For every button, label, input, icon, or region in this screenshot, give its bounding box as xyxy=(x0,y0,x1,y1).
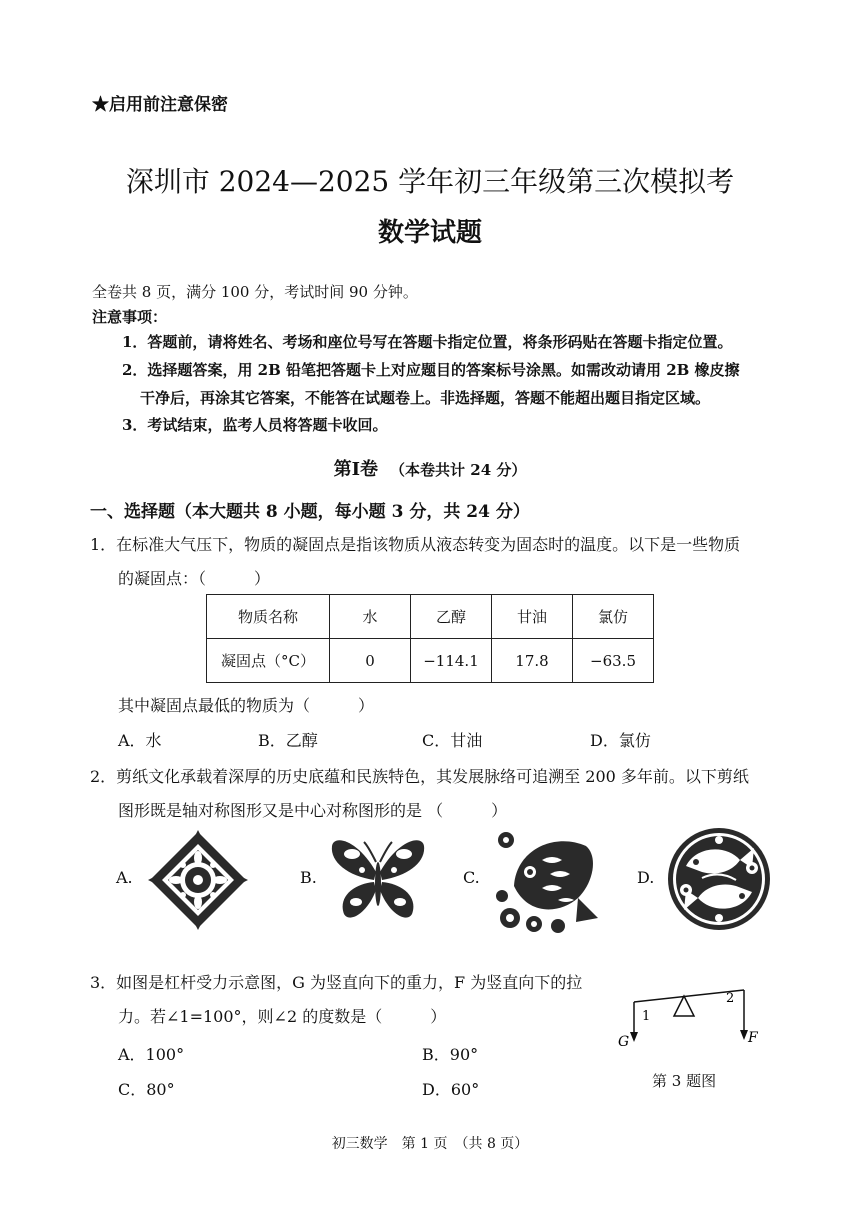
q2-stem-line2: 图形既是轴对称图形又是中心对称图形的是 （ ） xyxy=(118,801,508,820)
page-footer: 初三数学 第 1 页 （共 8 页） xyxy=(331,1136,529,1152)
q1-stem-line1: 1．在标准大气压下，物质的凝固点是指该物质从液态转变为固态时的温度。以下是一些物质 xyxy=(90,535,741,554)
table-cell: −114.1 xyxy=(411,639,492,683)
notes-heading: 注意事项： xyxy=(92,308,168,326)
note-item-1: 1．答题前，请将姓名、考场和座位号写在答题卡指定位置，将条形码贴在答题卡指定位置。 xyxy=(122,333,733,351)
part-score: （本卷共计 24 分） xyxy=(390,461,527,479)
flower-diamond-papercut-icon xyxy=(148,830,248,930)
note-item-3: 3．考试结束，监考人员将答题卡收回。 xyxy=(122,416,388,434)
figure-caption: 第 3 题图 xyxy=(652,1072,717,1090)
carp-papercut-icon xyxy=(494,826,604,934)
q2-option-c: C. xyxy=(463,868,480,887)
angle-1-label: 1 xyxy=(642,1009,651,1024)
force-label: F xyxy=(748,1030,758,1046)
q2-option-a: A. xyxy=(116,868,133,887)
q1-option-a: A．水 xyxy=(118,731,162,750)
table-cell: 物质名称 xyxy=(207,595,330,639)
table-row xyxy=(207,639,654,683)
table-cell: 17.8 xyxy=(492,639,573,683)
q1-stem-line2: 的凝固点：（ ） xyxy=(118,569,271,588)
angle-2-label: 2 xyxy=(726,991,735,1006)
q3-option-b: B．90° xyxy=(422,1045,479,1064)
table-cell: −63.5 xyxy=(573,639,654,683)
q1-option-b: B．乙醇 xyxy=(258,731,318,750)
table-cell: 甘油 xyxy=(492,595,573,639)
q2-stem-line1: 2．剪纸文化承载着深厚的历史底蕴和民族特色，其发展脉络可追溯至 200 多年前。以下剪纸 xyxy=(90,767,749,786)
exam-subtitle: 数学试题 xyxy=(377,218,482,248)
confidential-notice: ★启用前注意保密 xyxy=(92,95,228,115)
part-heading xyxy=(0,455,860,481)
table-cell: 水 xyxy=(330,595,411,639)
q3-option-a: A．100° xyxy=(118,1045,185,1064)
table-cell: 氯仿 xyxy=(573,595,654,639)
table-cell: 乙醇 xyxy=(411,595,492,639)
table-cell: 凝固点（°C） xyxy=(207,639,330,683)
note-item-2: 2．选择题答案，用 2B 铅笔把答题卡上对应题目的答案标号涂黑。如需改动请用 2B 橡皮擦 xyxy=(122,361,740,379)
exam-title: 深圳市 2024—2025 学年初三年级第三次模拟考 xyxy=(125,165,735,198)
q2-option-b: B. xyxy=(300,868,317,887)
q1-option-c: C．甘油 xyxy=(422,731,483,750)
q1-question: 其中凝固点最低的物质为（ ） xyxy=(118,696,375,715)
gravity-label: G xyxy=(618,1034,630,1050)
twin-fish-circle-papercut-icon xyxy=(666,826,772,932)
part-title: 第I卷 xyxy=(333,459,379,480)
q3-stem-line1: 3．如图是杠杆受力示意图，G 为竖直向下的重力，F 为竖直向下的拉 xyxy=(90,973,583,992)
lever-diagram xyxy=(612,984,772,1064)
table-cell: 0 xyxy=(330,639,411,683)
butterfly-papercut-icon xyxy=(328,832,428,928)
q3-stem-line2: 力。若∠1=100°，则∠2 的度数是（ ） xyxy=(118,1007,447,1026)
q2-option-d: D. xyxy=(637,868,655,887)
section-1-heading: 一、选择题（本大题共 8 小题，每小题 3 分，共 24 分） xyxy=(90,502,530,522)
table-header-row xyxy=(207,595,654,639)
note-item-2-cont: 干净后，再涂其它答案，不能答在试题卷上。非选择题，答题不能超出题目指定区域。 xyxy=(140,389,711,407)
q3-option-c: C．80° xyxy=(118,1080,175,1099)
freezing-point-table xyxy=(206,594,654,683)
q1-option-d: D．氯仿 xyxy=(590,731,651,750)
q3-option-d: D．60° xyxy=(422,1080,480,1099)
exam-info: 全卷共 8 页，满分 100 分，考试时间 90 分钟。 xyxy=(92,283,418,301)
